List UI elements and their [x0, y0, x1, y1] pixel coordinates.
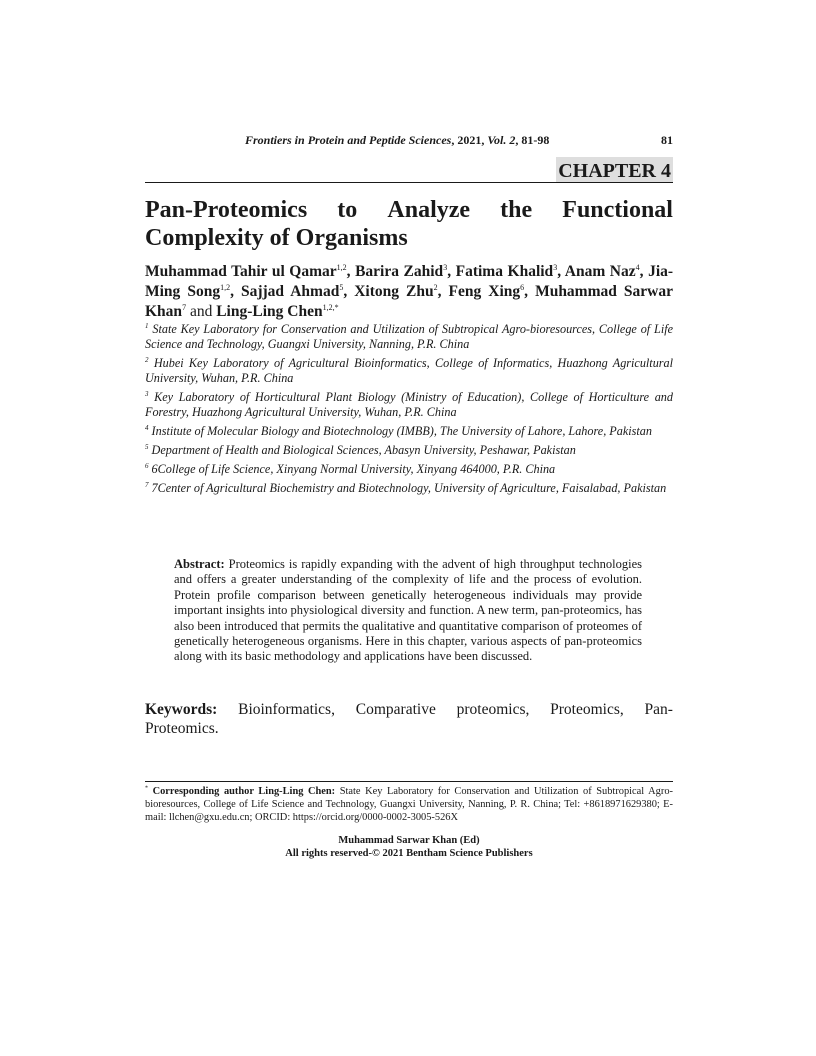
author-name: Fatima Khalid [455, 263, 554, 280]
abstract [174, 557, 642, 665]
abstract-label: Abstract: [174, 557, 225, 571]
keywords-label: Keywords: [145, 701, 218, 718]
abstract-text: Proteomics is rapidly expanding with the advent of high throughput technologies and offers a greater understanding of the complexity of life and the process of evolution. Protein profile comparison between genetically heterogeneous individuals may provide important insights into physiological diversity and function. A new term, pan-proteomics, has also been introduced that permits the qualitative and quantitative comparison of proteomes of genetically heterogeneous organisms. Here in this chapter, various aspects of pan-proteomics along with its basic methodology and applications have been discussed. [174, 557, 643, 664]
author-affiliation-marker: 1,2,* [322, 302, 339, 312]
title-word: the [500, 197, 533, 223]
affiliation-text: Key Laboratory of Horticultural Plant Biology (Ministry of Education), College of Horticulture and Forestry, Huazhong Agricultural University, Wuhan, P.R. China [145, 390, 673, 419]
page-number: 81 [661, 133, 673, 147]
affiliation [145, 481, 673, 496]
author-name: Feng Xing [448, 283, 521, 300]
author-separator: , [557, 263, 565, 280]
affiliation-number: 4 [145, 423, 149, 432]
author-name: Barira Zahid [355, 263, 444, 280]
author-affiliation-marker: 6 [520, 282, 525, 292]
title-word: to [337, 197, 358, 223]
affiliation-text: 7Center of Agricultural Biochemistry and Biotechnology, University of Agriculture, Faisalabad, Pakistan [151, 481, 667, 495]
affiliation-list [145, 322, 673, 500]
author-affiliation-marker: 4 [635, 262, 640, 272]
affiliation [145, 390, 673, 420]
affiliation-number: 7 [145, 480, 149, 489]
author-affiliation-marker: 5 [339, 282, 344, 292]
keyword: proteomics, [456, 701, 530, 718]
keywords-line-1 [145, 700, 673, 719]
footnote-marker: * [145, 785, 148, 792]
affiliation [145, 462, 673, 477]
affiliation-text: Hubei Key Laboratory of Agricultural Bioinformatics, College of Informatics, Huazhong Agricultural University, Wuhan, P.R. China [145, 356, 674, 385]
keyword: Comparative [355, 701, 436, 718]
journal-citation [245, 133, 549, 148]
keywords [145, 700, 673, 738]
author-separator: , [437, 283, 449, 300]
keywords-line-2: Proteomics. [145, 720, 219, 737]
title-line-1 [145, 196, 673, 224]
author-affiliation-marker: 1,2 [336, 262, 347, 272]
author-separator: , [524, 283, 536, 300]
author-affiliation-marker: 2 [433, 282, 438, 292]
rights-line: All rights reserved-© 2021 Bentham Science Publishers [285, 848, 533, 859]
affiliation [145, 424, 673, 439]
author-affiliation-marker: 3 [443, 262, 448, 272]
footnote-label: Corresponding author Ling-Ling Chen: [152, 786, 336, 797]
author-name: Sajjad Ahmad [240, 283, 340, 300]
title-word: Analyze [387, 197, 471, 223]
keyword: Proteomics, [550, 701, 624, 718]
footnote [145, 785, 673, 824]
journal-volume: Vol. 2 [487, 133, 516, 147]
author-separator: and [186, 303, 217, 320]
affiliation-text: Department of Health and Biological Sciences, Abasyn University, Peshawar, Pakistan [151, 443, 576, 457]
author-list [145, 262, 673, 322]
affiliation-text: Institute of Molecular Biology and Biotechnology (IMBB), The University of Lahore, Lahore, Pakistan [151, 424, 652, 438]
affiliation [145, 443, 673, 458]
chapter-rule [145, 182, 673, 183]
author-separator: , [346, 263, 356, 280]
author-separator: , [447, 263, 456, 280]
journal-name: Frontiers in Protein and Peptide Sciences [245, 133, 452, 147]
affiliation-number: 3 [145, 389, 149, 398]
affiliation-number: 6 [145, 461, 149, 470]
title-word: Functional [562, 197, 673, 223]
affiliation-number: 2 [145, 355, 149, 364]
affiliation-text: 6College of Life Science, Xinyang Normal University, Xinyang 464000, P.R. China [151, 462, 556, 476]
keyword: Pan- [644, 701, 673, 718]
author-separator: , [230, 283, 241, 300]
author-affiliation-marker: 3 [553, 262, 558, 272]
author-affiliation-marker: 1,2 [220, 282, 231, 292]
author-name: Anam Naz [564, 263, 636, 280]
author-separator: , [343, 283, 355, 300]
author-name: Muhammad Tahir ul Qamar [145, 263, 337, 280]
affiliation [145, 322, 673, 352]
author-name: Muhammad Sarwar Khan [145, 283, 673, 320]
author-name: Xitong Zhu [354, 283, 434, 300]
title-line-2: Complexity of Organisms [145, 225, 408, 251]
footnote-rule [145, 781, 673, 782]
affiliation-text: State Key Laboratory for Conservation and Utilization of Subtropical Agro-bioresources, College of Life Science and Technology, Guangxi University, Nanning, P.R. China [145, 322, 674, 351]
affiliation-number: 5 [145, 442, 149, 451]
chapter-label: CHAPTER 4 [556, 157, 673, 183]
imprint [145, 834, 673, 860]
author-affiliation-marker: 7 [182, 302, 187, 312]
affiliation [145, 356, 673, 386]
journal-year: , 2021, [451, 133, 488, 147]
affiliation-number: 1 [145, 321, 149, 330]
author-name: Jia-Ming Song [145, 263, 674, 300]
author-separator: , [639, 263, 649, 280]
footnote-text: State Key Laboratory for Conservation and Utilization of Subtropical Agro-bioresources, College of Life Science and Technology, Guangxi University, Nanning, P. R. China; Tel: +8618971629380; E-mail: llchen@gxu.edu.cn; ORCID: https://orcid.org/0000-0002-3005-526X [145, 786, 673, 823]
title-word: Pan-Proteomics [145, 197, 308, 223]
journal-pages: , 81-98 [515, 133, 550, 147]
keyword: Bioinformatics, [238, 701, 335, 718]
author-name: Ling-Ling Chen [216, 303, 323, 320]
editor-line: Muhammad Sarwar Khan (Ed) [338, 835, 480, 846]
chapter-title [145, 196, 673, 252]
